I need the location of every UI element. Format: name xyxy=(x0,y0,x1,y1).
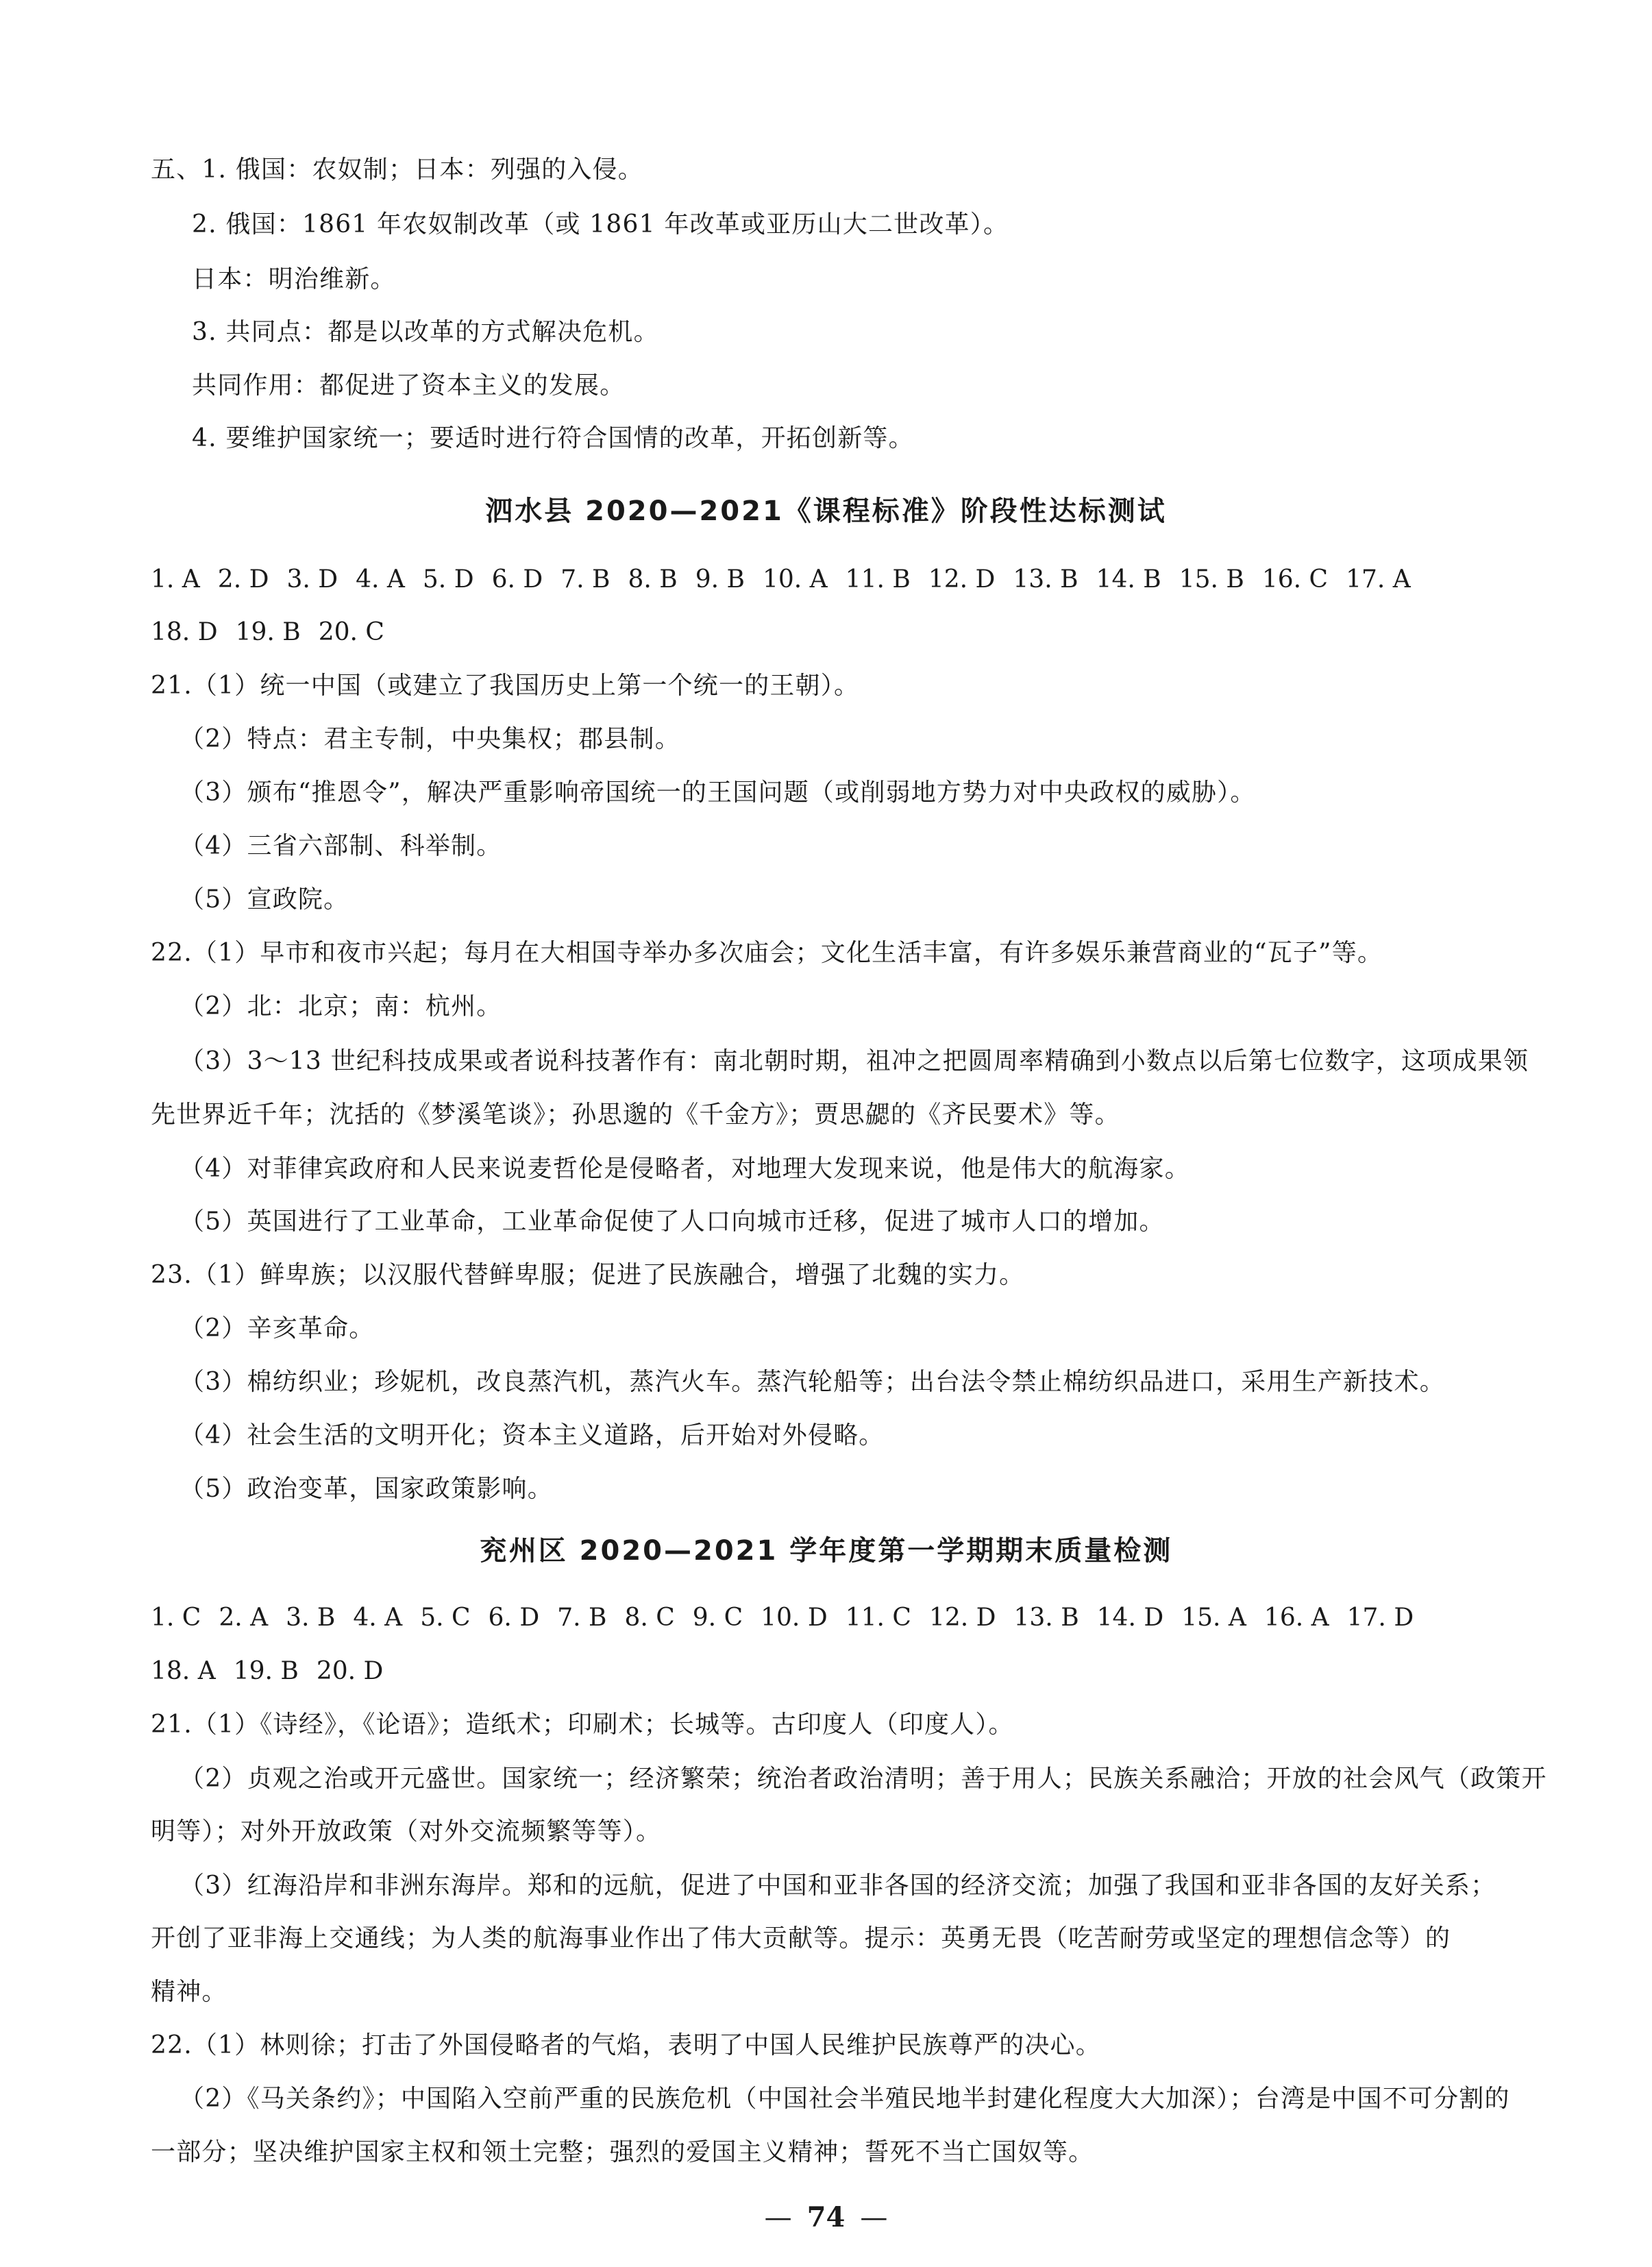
mc-answer: 8. C xyxy=(624,1604,675,1632)
test2-q21-line: 开创了亚非海上交通线；为人类的航海事业作出了伟大贡献等。提示：英勇无畏（吃苦耐劳或坚定的理想信念等）的 xyxy=(151,1924,1451,1952)
mc-answer: 2. D xyxy=(217,565,269,593)
mc-answer: 5. D xyxy=(422,565,474,593)
test1-q21-line: （3）颁布“推恩令”，解决严重影响帝国统一的王国问题（或削弱地方势力对中央政权的威胁）。 xyxy=(180,779,1256,807)
test1-q23-line: （4）社会生活的文明开化；资本主义道路，后开始对外侵略。 xyxy=(180,1421,885,1449)
page-number: 74 xyxy=(806,2201,846,2233)
test1-q22-line: （2）北：北京；南：杭州。 xyxy=(180,992,502,1020)
mc-answer: 11. B xyxy=(845,565,911,593)
test2-q21-line: 明等）；对外开放政策（对外交流频繁等等）。 xyxy=(151,1817,662,1846)
test1-q23-line: 23.（1）鲜卑族；以汉服代替鲜卑服；促进了民族融合，增强了北魏的实力。 xyxy=(151,1261,1025,1289)
test1-q21-line: （4）三省六部制、科举制。 xyxy=(180,832,502,860)
page-footer xyxy=(0,2200,1652,2235)
test2-q21-line: 21.（1）《诗经》，《论语》；造纸术；印刷术；长城等。古印度人（印度人）。 xyxy=(151,1711,1014,1739)
test1-q23-line: （3）棉纺织业；珍妮机，改良蒸汽机，蒸汽火车。蒸汽轮船等；出台法令禁止棉纺织品进口，采用生产新技术。 xyxy=(180,1368,1445,1396)
mc-answer: 2. A xyxy=(219,1604,269,1632)
mc-answer: 7. B xyxy=(557,1604,607,1632)
mc-answer: 15. B xyxy=(1179,565,1244,593)
test2-q21-line: （2）贞观之治或开元盛世。国家统一；经济繁荣；统治者政治清明；善于用人；民族关系融洽；开放的社会风气（政策开 xyxy=(180,1765,1547,1793)
mc-answer: 16. C xyxy=(1261,565,1329,593)
test2-q22-line: （2）《马关条约》；中国陷入空前严重的民族危机（中国社会半殖民地半封建化程度大大加深）；台湾是中国不可分割的 xyxy=(180,2085,1510,2113)
mc-answer: 8. B xyxy=(628,565,678,593)
mc-answer: 4. A xyxy=(353,1604,403,1632)
test2-mc-row2 xyxy=(151,1656,401,1687)
footer-dash-left: — xyxy=(764,2202,792,2233)
mc-answer: 6. D xyxy=(488,1604,540,1632)
test1-q22-line: （3）3～13 世纪科技成果或者说科技著作有：南北朝时期，祖冲之把圆周率精确到小数点以后第七位数字，这项成果领 xyxy=(180,1047,1529,1075)
mc-answer: 3. D xyxy=(286,565,338,593)
test1-q22-line: （5）英国进行了工业革命，工业革命促使了人口向城市迁移，促进了城市人口的增加。 xyxy=(180,1208,1165,1236)
mc-answer: 16. A xyxy=(1263,1604,1329,1632)
section5-line: 3. 共同点：都是以改革的方式解决危机。 xyxy=(192,318,659,346)
mc-answer: 14. B xyxy=(1096,565,1161,593)
mc-answer: 1. A xyxy=(151,565,200,593)
mc-answer: 3. B xyxy=(286,1604,336,1632)
mc-answer: 5. C xyxy=(420,1604,471,1632)
mc-answer: 15. A xyxy=(1181,1604,1246,1632)
section5-line: 共同作用：都促进了资本主义的发展。 xyxy=(192,371,626,400)
mc-answer: 20. C xyxy=(318,618,384,646)
test2-title: 兖州区 2020—2021 学年度第一学期期末质量检测 xyxy=(479,1535,1173,1567)
test2-q22-line: 一部分；坚决维护国家主权和领土完整；强烈的爱国主义精神；誓死不当亡国奴等。 xyxy=(151,2138,1094,2166)
mc-answer: 12. D xyxy=(928,1604,996,1632)
test2-q22-line: 22.（1）林则徐；打击了外国侵略者的气焰，表明了中国人民维护民族尊严的决心。 xyxy=(151,2031,1101,2059)
mc-answer: 19. B xyxy=(235,618,301,646)
mc-answer: 18. D xyxy=(151,618,218,646)
mc-answer: 11. C xyxy=(845,1604,911,1632)
test1-mc-row2 xyxy=(151,617,402,648)
test1-q23-line: （2）辛亥革命。 xyxy=(180,1314,375,1343)
mc-answer: 19. B xyxy=(233,1657,299,1685)
mc-answer: 12. D xyxy=(928,565,996,593)
section5-line: 五、1. 俄国：农奴制；日本：列强的入侵。 xyxy=(151,156,643,184)
test1-title: 泗水县 2020—2021《课程标准》阶段性达标测试 xyxy=(485,495,1167,527)
test1-q22-line: 先世界近千年；沈括的《梦溪笔谈》；孙思邈的《千金方》；贾思勰的《齐民要术》等。 xyxy=(151,1101,1120,1129)
mc-answer: 10. A xyxy=(762,565,828,593)
mc-answer: 20. D xyxy=(316,1657,384,1685)
mc-answer: 17. D xyxy=(1346,1604,1414,1632)
footer-dash-right: — xyxy=(860,2202,888,2233)
test1-q22-line: （4）对菲律宾政府和人民来说麦哲伦是侵略者，对地理大发现来说，他是伟大的航海家。 xyxy=(180,1155,1190,1183)
mc-answer: 4. A xyxy=(356,565,405,593)
test1-q23-line: （5）政治变革，国家政策影响。 xyxy=(180,1475,553,1503)
test1-q22-line: 22.（1）早市和夜市兴起；每月在大相国寺举办多次庙会；文化生活丰富，有许多娱乐兼营商业的“瓦子”等。 xyxy=(151,939,1383,967)
test2-q21-line: 精神。 xyxy=(151,1978,227,2006)
mc-answer: 9. B xyxy=(695,565,745,593)
test1-q21-line: （5）宣政院。 xyxy=(180,885,349,914)
test2-mc-row1 xyxy=(151,1602,1431,1634)
section5-line: 4. 要维护国家统一；要适时进行符合国情的改革，开拓创新等。 xyxy=(192,424,914,452)
section5-line: 2. 俄国：1861 年农奴制改革（或 1861 年改革或亚历山大二世改革）。 xyxy=(192,210,1009,238)
mc-answer: 14. D xyxy=(1096,1604,1164,1632)
test1-q21-line: （2）特点：君主专制，中央集权；郡县制。 xyxy=(180,725,680,753)
test1-mc-row1 xyxy=(151,564,1429,596)
test2-q21-line: （3）红海沿岸和非洲东海岸。郑和的远航，促进了中国和亚非各国的经济交流；加强了我国和亚非各国的友好关系； xyxy=(180,1872,1496,1900)
mc-answer: 10. D xyxy=(761,1604,828,1632)
section5-line: 日本：明治维新。 xyxy=(192,265,396,293)
mc-answer: 18. A xyxy=(151,1657,216,1685)
mc-answer: 7. B xyxy=(560,565,611,593)
mc-answer: 13. B xyxy=(1013,1604,1079,1632)
mc-answer: 17. A xyxy=(1346,565,1411,593)
mc-answer: 1. C xyxy=(151,1604,201,1632)
mc-answer: 9. C xyxy=(692,1604,743,1632)
mc-answer: 13. B xyxy=(1013,565,1078,593)
mc-answer: 6. D xyxy=(491,565,543,593)
test1-q21-line: 21.（1）统一中国（或建立了我国历史上第一个统一的王朝）。 xyxy=(151,672,860,700)
